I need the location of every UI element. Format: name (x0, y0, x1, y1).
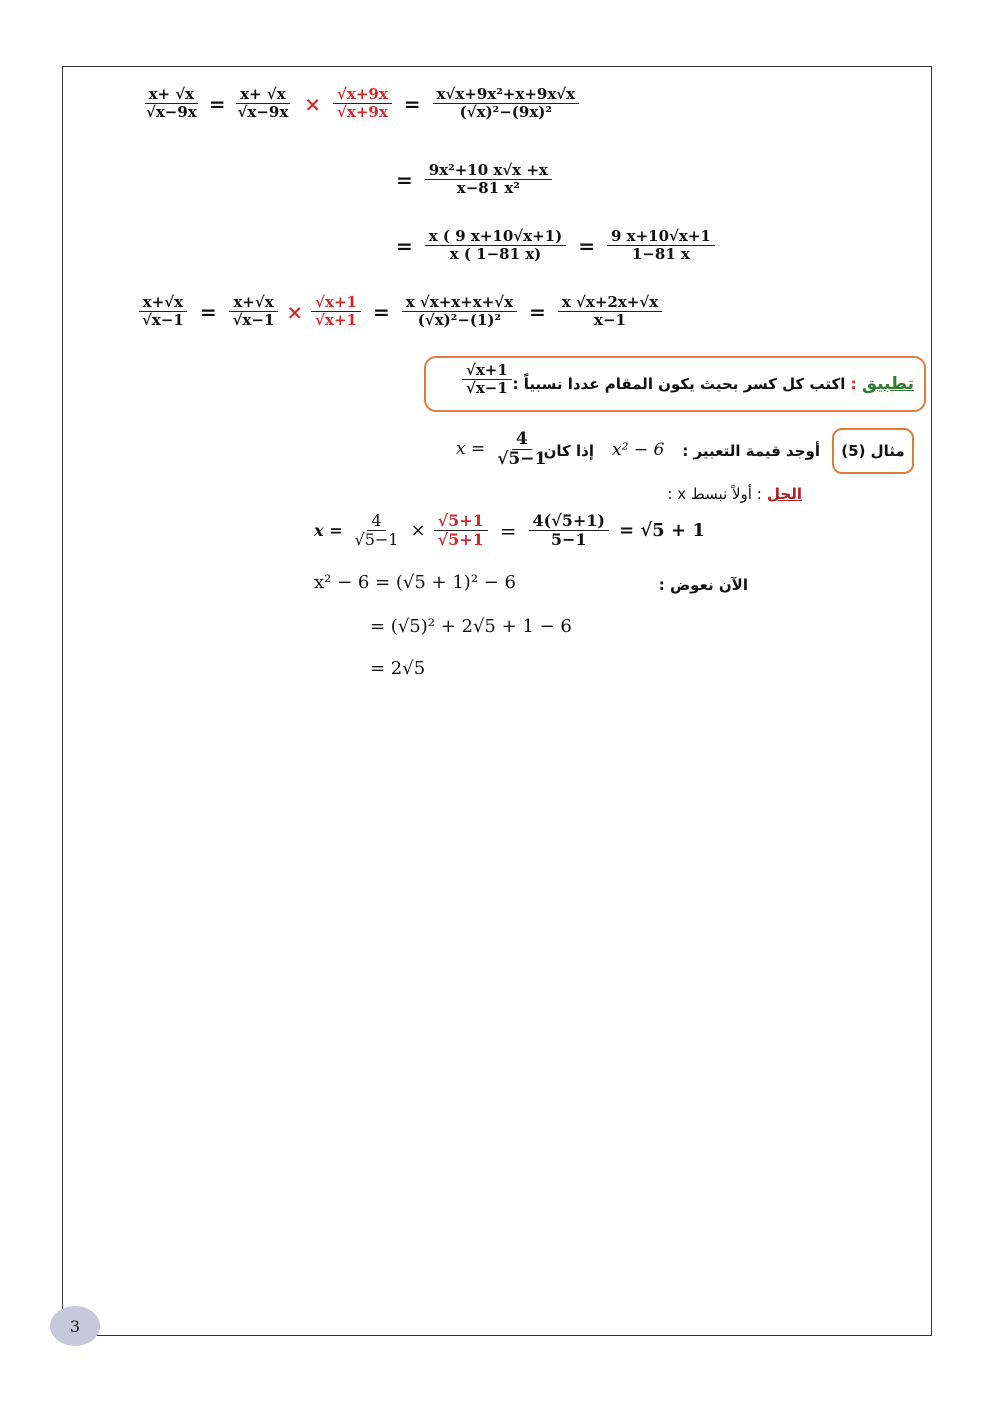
solution-label: الحل (767, 485, 802, 503)
solution-line-4: = 2√5 (370, 658, 426, 679)
application-text (513, 374, 914, 394)
fraction: $\frac{x+ √x}{√x-9x}$ (237, 85, 289, 121)
times-sign: × (304, 91, 322, 116)
fraction: $\frac{x √x+x+x+√x}{\text{(√x)²−(1)²}}$ (402, 294, 517, 329)
conjugate-fraction: $\frac{√x+1}{√x+1}$ (311, 294, 361, 329)
fraction: $\frac{x+√x}{√x-1}$ (138, 294, 188, 329)
application-label: تطبيق (861, 374, 914, 394)
fraction: $\frac{9 x+10√x+1}{1-81 x}$ (607, 228, 715, 263)
equals-sign: = (578, 233, 595, 258)
example-x-definition: x = $\frac{4}{√5-1}$ (456, 429, 547, 469)
equals-sign: = (396, 233, 413, 258)
example-prompt: أوجد قيمة التعبير : (682, 442, 820, 460)
solution-line-2: x² − 6 = (√5 + 1)² − 6 (314, 572, 517, 593)
equals-sign: = (403, 91, 421, 116)
conjugate-fraction: $\frac{√x+9x}{√x+9x}$ (333, 86, 392, 121)
fraction: $\frac{x+√x}{√x-1}$ (229, 294, 279, 329)
fraction: $\frac{x √x+2x+√x}{x-1}$ (558, 294, 662, 329)
example-badge: مثال (5) (832, 428, 914, 474)
application-fraction: $\frac{√x+1}{√x-1}$ (460, 362, 514, 397)
colon: : (850, 375, 857, 393)
equals-sign: = (199, 299, 217, 324)
equals-sign: = (208, 91, 226, 116)
solution-text: : أولاً نبسط x : (667, 485, 762, 503)
solution-line-1: x = $\frac{4}{√5-1}$ × $\frac{√5+1}{√5+1}$ = $\frac{4(√5+1)}{5-1}$ = √5 + 1 (314, 511, 705, 549)
application-instruction: اكتب كل كسر بحيث يكون المقام عددا نسبياً : (512, 375, 846, 393)
times-sign: × (286, 299, 304, 324)
fraction: $\frac{\text{9x²+10 x√x +x}}{\text{x−81 x²}}$ (425, 162, 552, 197)
equals-sign: = (372, 299, 390, 324)
fraction: $\frac{x+ √x}{√x-9x}$ (146, 85, 197, 121)
substitute-label: الآن نعوض : (658, 576, 748, 594)
equals-sign: = (529, 299, 546, 324)
solution-line-3: = (√5)² + 2√5 + 1 − 6 (370, 616, 572, 637)
solution-heading (667, 485, 802, 503)
equation-4 (136, 294, 664, 329)
fraction: $\frac{\text{x√x+9x²+x+9x√x}}{\text{(√x)²−(9x)²}}$ (433, 86, 580, 121)
equation-2 (386, 162, 554, 197)
equals-sign: = (396, 167, 413, 192)
page-number: 3 (50, 1306, 100, 1346)
example-expression: x² − 6 (612, 440, 665, 460)
fraction: $\frac{x ( 9 x+10√x+1)}{x ( 1-81 x)}$ (425, 228, 566, 263)
equation-3 (386, 228, 717, 263)
equation-1 (140, 86, 581, 121)
example-if: إذا كان (543, 442, 594, 460)
